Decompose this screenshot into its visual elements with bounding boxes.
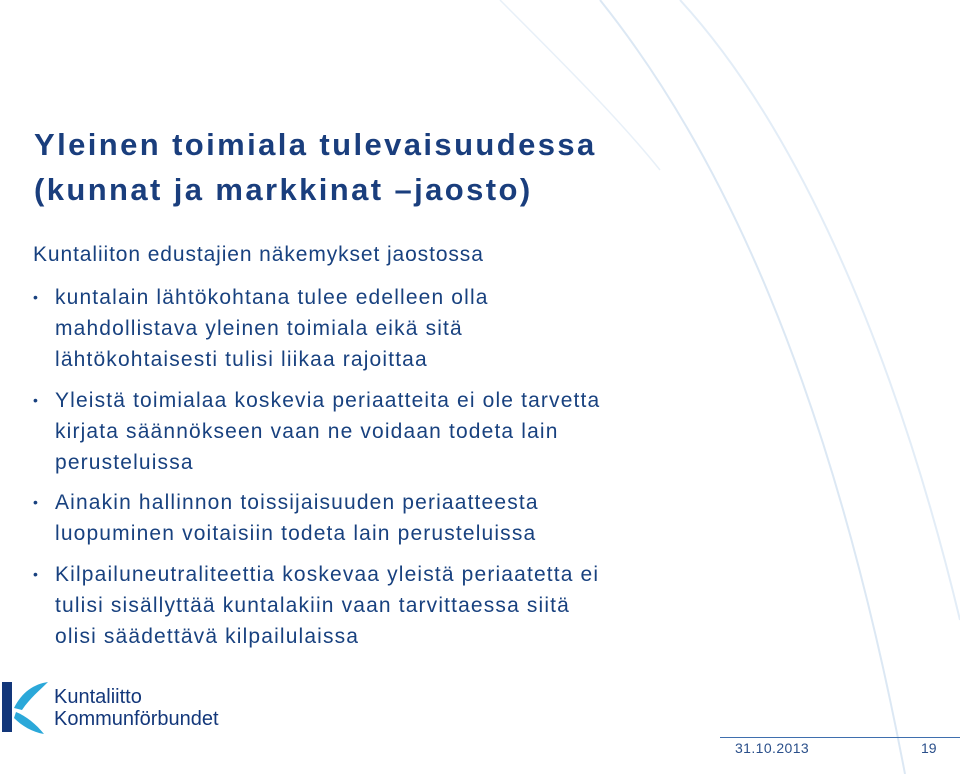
bullet-list (33, 282, 933, 652)
bullet-line: Kilpailuneutraliteettia koskevaa yleistä periaatetta ei (55, 562, 600, 586)
bullet-line: kirjata säännökseen vaan ne voidaan todeta lain (55, 419, 559, 443)
footer-divider (720, 737, 960, 738)
kuntaliitto-k-logo-icon (0, 678, 50, 736)
bullet-icon: • (33, 565, 40, 582)
bullet-line: kuntalain lähtökohtana tulee edelleen olla (55, 286, 489, 309)
bullet-line: lähtökohtaisesti tulisi liikaa rajoittaa (55, 348, 428, 372)
bullet-item (33, 385, 933, 479)
bullet-line: luopuminen voitaisiin todeta lain perusteluissa (55, 522, 537, 546)
footer-date: 31.10.2013 (735, 740, 810, 756)
page-number: 19 (921, 740, 937, 756)
bullet-text (55, 487, 933, 549)
bullet-line: Ainakin hallinnon toissijaisuuden periaatteesta (55, 491, 539, 515)
bullet-item (33, 282, 933, 376)
logo-text-line: Kommunförbundet (54, 708, 219, 730)
bullet-item (33, 559, 933, 653)
bullet-text (55, 385, 933, 479)
slide-intro: Kuntaliiton edustajien näkemykset jaostossa (33, 243, 484, 266)
slide-title-line: (kunnat ja markkinat –jaosto) (34, 172, 533, 207)
bullet-line: Yleistä toimialaa koskevia periaatteita ei ole tarvetta (55, 388, 601, 412)
bullet-icon: • (33, 289, 40, 305)
slide-title-line: Yleinen toimiala tulevaisuudessa (34, 127, 597, 162)
bullet-line: tulisi sisällyttää kuntalakiin vaan tarvittaessa siitä (55, 593, 570, 617)
logo-text-line: Kuntaliitto (54, 686, 142, 708)
bullet-text (55, 559, 933, 653)
slide-title (34, 122, 914, 212)
bullet-text (55, 282, 933, 376)
bullet-line: olisi säädettävä kilpailulaissa (55, 625, 360, 649)
bullet-item (33, 487, 933, 549)
bullet-icon: • (33, 391, 40, 408)
kuntaliitto-logo (0, 672, 260, 742)
bullet-line: perusteluissa (55, 451, 194, 475)
bullet-line: mahdollistava yleinen toimiala eikä sitä (55, 317, 463, 341)
bullet-icon: • (33, 494, 40, 511)
logo-text (54, 686, 219, 730)
